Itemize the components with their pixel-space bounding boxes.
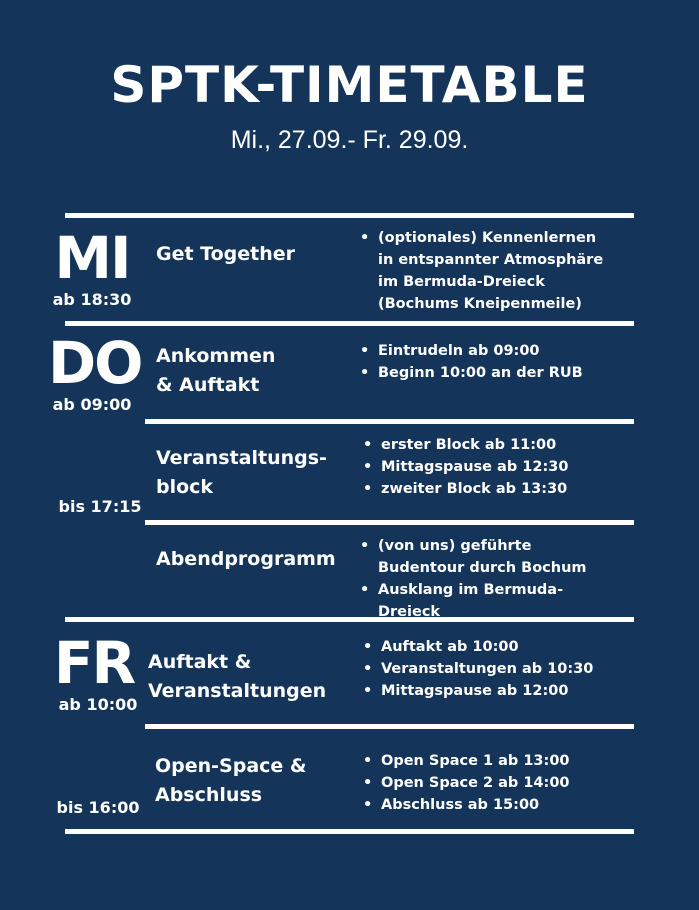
day-start-time: ab 18:30: [52, 290, 132, 309]
event-items: [360, 340, 620, 384]
page-title: SPTK-TIMETABLE: [110, 56, 589, 114]
day-label-fr: FR: [53, 629, 135, 697]
day-label-mi: MI: [54, 224, 130, 292]
list-item: • Mittagspause ab 12:30: [363, 456, 623, 478]
divider: [145, 419, 634, 424]
list-item: • Eintrudeln ab 09:00: [360, 340, 620, 362]
day-end-time: bis 17:15: [58, 497, 142, 516]
list-item: • Mittagspause ab 12:00: [363, 680, 623, 702]
event-title: Ankommen & Auftakt: [156, 345, 276, 396]
list-item: • Abschluss ab 15:00: [363, 794, 623, 816]
list-item: • Auftakt ab 10:00: [363, 636, 623, 658]
day-end-time: bis 16:00: [56, 798, 140, 817]
date-range: Mi., 27.09.- Fr. 29.09.: [230, 126, 469, 154]
event-items: [360, 535, 620, 623]
event-title: Get Together: [156, 243, 296, 265]
day-start-time: ab 09:00: [52, 395, 132, 414]
event-items: [360, 227, 610, 315]
day-label-do: DO: [48, 329, 142, 397]
divider: [145, 520, 634, 525]
list-item: • Open Space 2 ab 14:00: [363, 772, 623, 794]
divider: [65, 321, 634, 326]
event-items: [363, 750, 623, 816]
divider: [65, 213, 634, 218]
list-item: • Open Space 1 ab 13:00: [363, 750, 623, 772]
event-title: Auftakt & Veranstaltungen: [148, 651, 327, 702]
list-item: • Veranstaltungen ab 10:30: [363, 658, 623, 680]
event-items: [363, 636, 623, 702]
list-item: • Ausklang im Bermuda-Dreieck: [360, 579, 620, 623]
event-title: Abendprogramm: [156, 548, 336, 570]
list-item: • (von uns) geführte Budentour durch Bochum: [360, 535, 620, 579]
day-start-time: ab 10:00: [58, 695, 138, 714]
list-item: • Beginn 10:00 an der RUB: [360, 362, 620, 384]
event-title: Veranstaltungs- block: [156, 447, 327, 498]
divider: [145, 724, 634, 729]
list-item: • (optionales) Kennenlernen in entspannter Atmosphäre im Bermuda-Dreieck (Bochums Kneipenmeile): [360, 227, 610, 315]
list-item: • zweiter Block ab 13:30: [363, 478, 623, 500]
list-item: • erster Block ab 11:00: [363, 434, 623, 456]
event-items: [363, 434, 623, 500]
event-title: Open-Space & Abschluss: [155, 755, 307, 806]
divider: [65, 829, 634, 834]
